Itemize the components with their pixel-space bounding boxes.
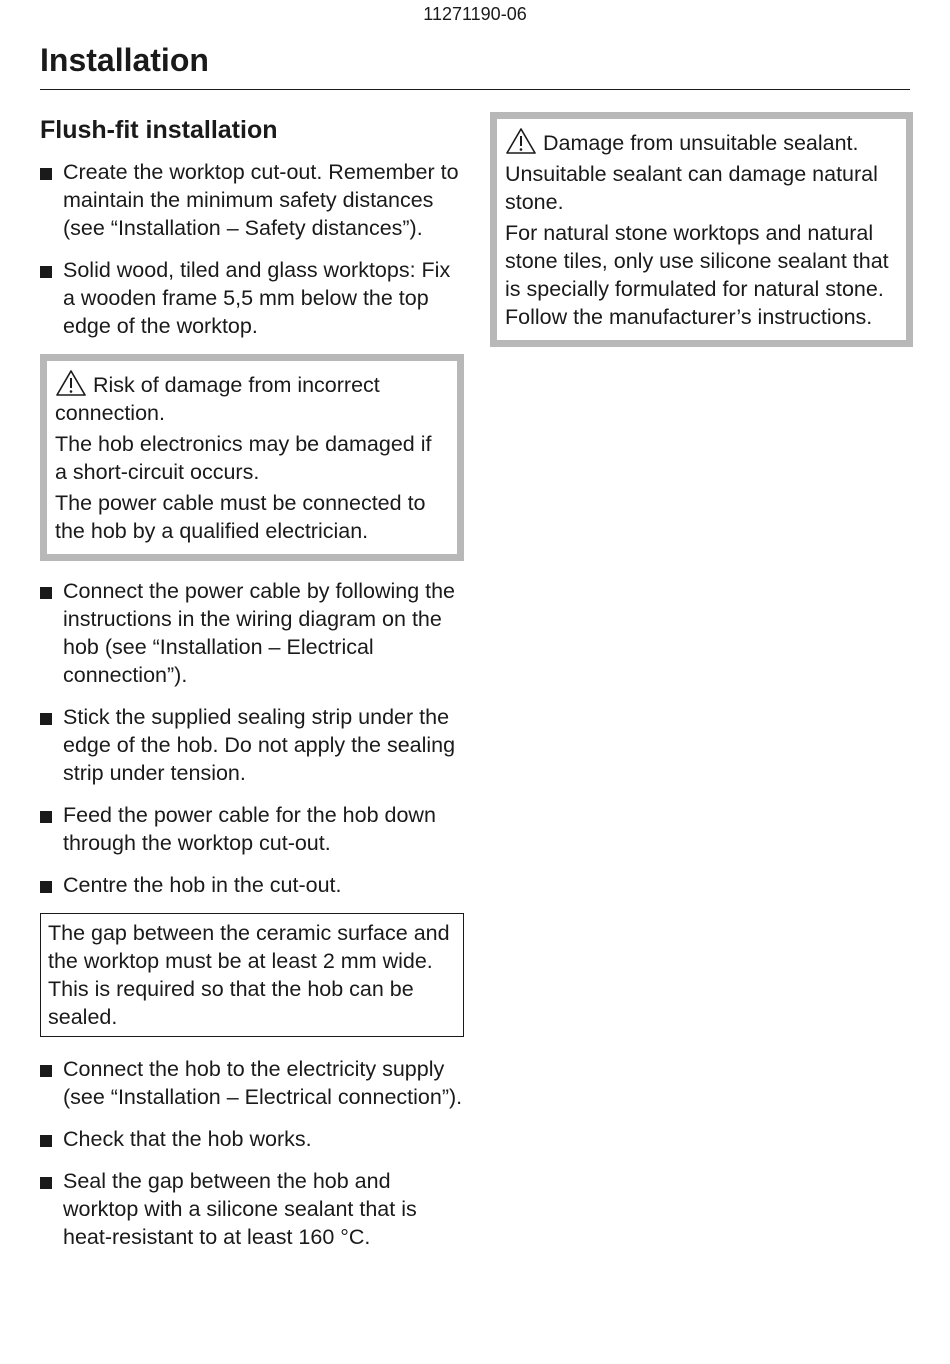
step-item (40, 158, 464, 242)
square-bullet-icon (40, 168, 52, 180)
square-bullet-icon (40, 266, 52, 278)
warning-text: Unsuitable sealant can damage natural stone. (505, 162, 878, 214)
title-divider (40, 89, 910, 90)
warning-title: Damage from unsuitable sealant. (543, 131, 859, 155)
left-column (40, 112, 464, 1265)
square-bullet-icon (40, 1065, 52, 1077)
warning-box-connection (40, 354, 464, 561)
step-item (40, 1125, 464, 1153)
square-bullet-icon (40, 713, 52, 725)
step-item (40, 871, 464, 899)
warning-heading (55, 369, 449, 427)
document-id: 11271190-06 (423, 4, 527, 24)
square-bullet-icon (40, 587, 52, 599)
step-text: Feed the power cable for the hob down through the worktop cut-out. (63, 803, 436, 855)
warning-title: Risk of damage from incorrect connection. (55, 373, 380, 425)
right-column (490, 112, 913, 363)
warning-text: The power cable must be connected to the hob by a qualified electrician. (55, 491, 426, 543)
step-item (40, 577, 464, 689)
step-text: Seal the gap between the hob and worktop with a silicone sealant that is heat-resistant to at least 160 °C. (63, 1169, 417, 1249)
square-bullet-icon (40, 1177, 52, 1189)
warning-text: For natural stone worktops and natural stone tiles, only use silicone sealant that is specially formulated for natural stone. Follow the manufacturer’s instructions. (505, 221, 889, 329)
warning-triangle-icon (55, 369, 87, 397)
step-text: Connect the power cable by following the instructions in the wiring diagram on the hob (see “Installation – Electrical connection”). (63, 579, 456, 687)
step-item (40, 1167, 464, 1251)
step-text: Solid wood, tiled and glass worktops: Fix a wooden frame 5,5 mm below the top edge of the worktop. (63, 258, 451, 338)
warning-box-sealant (490, 112, 913, 347)
step-item (40, 256, 464, 340)
step-text: Centre the hob in the cut-out. (63, 873, 342, 897)
square-bullet-icon (40, 881, 52, 893)
square-bullet-icon (40, 811, 52, 823)
step-text: Check that the hob works. (63, 1127, 312, 1151)
page-title: Installation (40, 42, 209, 78)
step-text: Stick the supplied sealing strip under the edge of the hob. Do not apply the sealing strip under tension. (63, 705, 456, 785)
warning-heading (505, 127, 898, 157)
step-item (40, 703, 464, 787)
step-text: Create the worktop cut-out. Remember to maintain the minimum safety distances (see “Installation – Safety distances”). (63, 160, 459, 240)
warning-triangle-icon (505, 127, 537, 155)
step-item (40, 1055, 464, 1111)
note-box: The gap between the ceramic surface and the worktop must be at least 2 mm wide. This is required so that the hob can be sealed. (40, 913, 464, 1037)
section-title: Flush-fit installation (40, 116, 278, 144)
square-bullet-icon (40, 1135, 52, 1147)
step-item (40, 801, 464, 857)
step-text: Connect the hob to the electricity supply (see “Installation – Electrical connection”). (63, 1057, 463, 1109)
warning-text: The hob electronics may be damaged if a short-circuit occurs. (55, 432, 432, 484)
